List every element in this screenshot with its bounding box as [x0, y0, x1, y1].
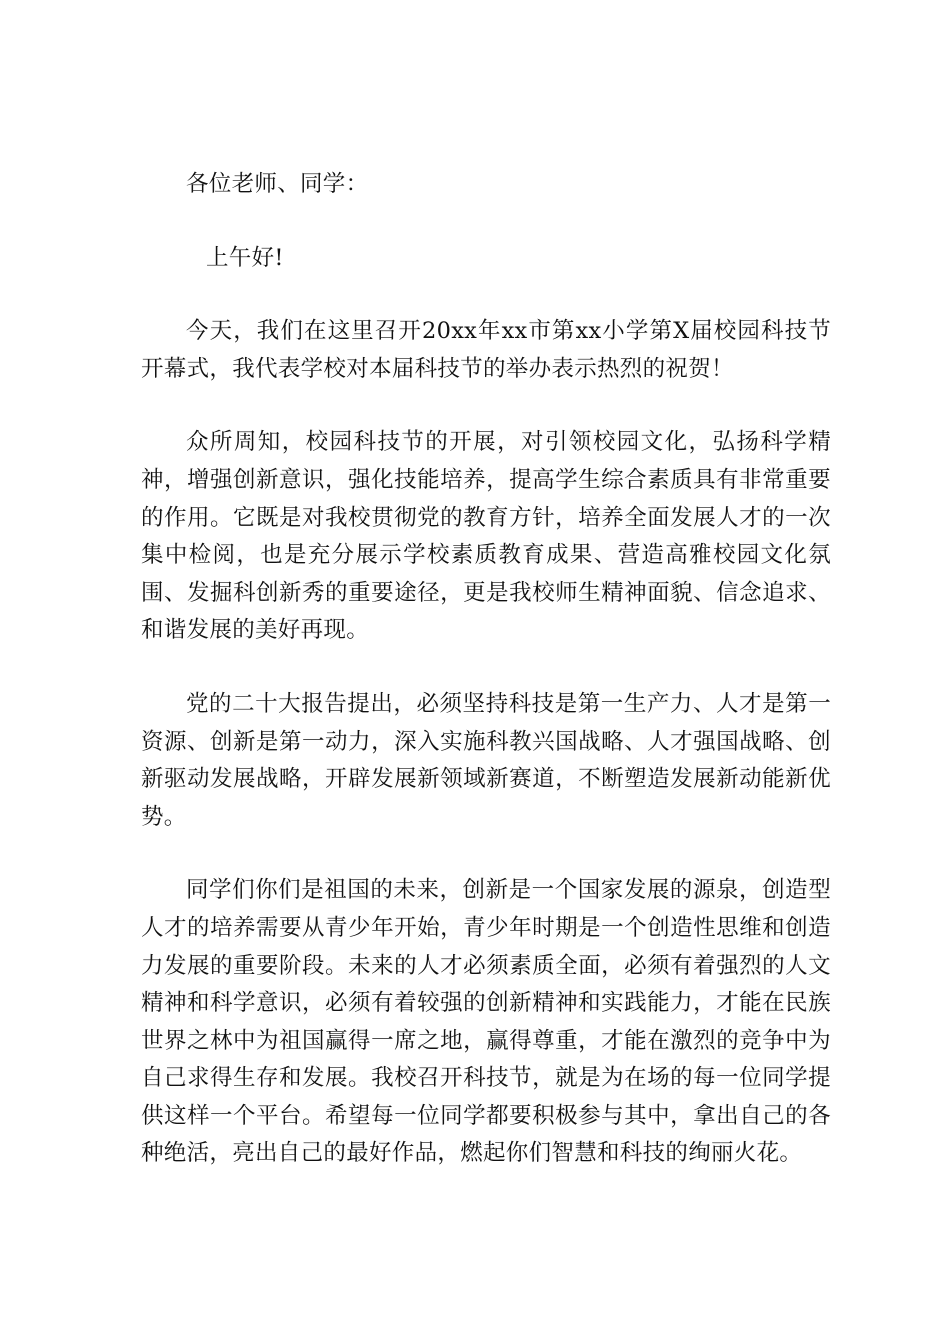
paragraph-significance: 众所周知，校园科技节的开展，对引领校园文化，弘扬科学精神，增强创新意识，强化技能培养，提高学生综合素质具有非常重要的作用。它既是对我校贯彻党的教育方针，培养全面发展人才的一次集中检阅，也是充分展示学校素质教育成果、营造高雅校园文化氛围、发掘科创新秀的重要途径，更是我校师生精神面貌、信念追求、和谐发展的美好再现。: [141, 429, 831, 644]
paragraph-report: 党的二十大报告提出，必须坚持科技是第一生产力、人才是第一资源、创新是第一动力，深入实施科教兴国战略、人才强国战略、创新驱动发展战略，开辟发展新领域新赛道，不断塑造发展新动能新优势。: [141, 690, 831, 830]
paragraph-opening: 今天，我们在这里召开20xx年xx市第xx小学第X届校园科技节开幕式，我代表学校对本届科技节的举办表示热烈的祝贺！: [141, 318, 831, 382]
salutation: 各位老师、同学：: [186, 171, 369, 197]
paragraph-students: 同学们你们是祖国的未来，创新是一个国家发展的源泉，创造型人才的培养需要从青少年开始，青少年时期是一个创造性思维和创造力发展的重要阶段。未来的人才必须素质全面，必须有着强烈的人文精神和科学意识，必须有着较强的创新精神和实践能力，才能在民族世界之林中为祖国赢得一席之地，赢得尊重，才能在激烈的竞争中为自己求得生存和发展。我校召开科技节，就是为在场的每一位同学提供这样一个平台。希望每一位同学都要积极参与其中，拿出自己的各种绝活，亮出自己的最好作品，燃起你们智慧和科技的绚丽火花。: [141, 877, 831, 1167]
speech-body: [141, 166, 831, 1209]
greeting: 上午好!: [206, 244, 284, 271]
